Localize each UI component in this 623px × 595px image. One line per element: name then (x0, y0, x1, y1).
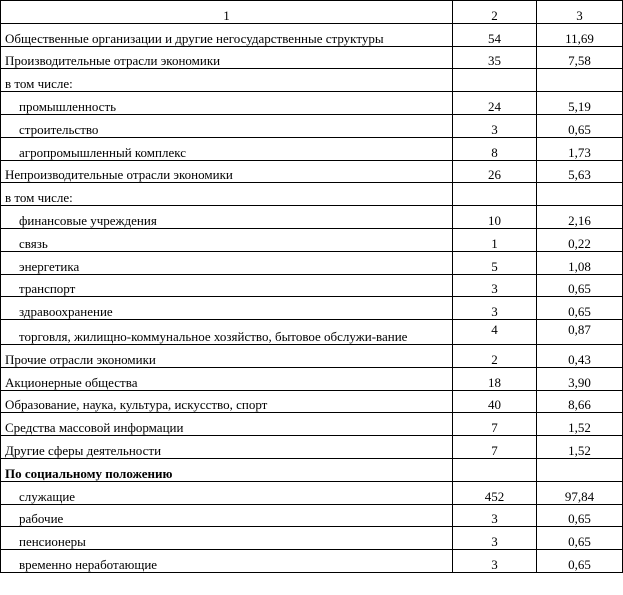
row-count: 40 (453, 390, 537, 413)
row-label: Другие сферы деятельности (1, 436, 453, 459)
section-header-row (1, 458, 623, 481)
table-row (1, 228, 623, 251)
row-label: здравоохранение (1, 297, 453, 320)
row-label: рабочие (1, 504, 453, 527)
row-count: 10 (453, 206, 537, 229)
row-label: Акционерные общества (1, 367, 453, 390)
row-label: агропромышленный комплекс (1, 137, 453, 160)
table-row (1, 390, 623, 413)
row-percent: 0,87 (537, 320, 623, 345)
row-count: 3 (453, 274, 537, 297)
row-count: 26 (453, 160, 537, 183)
table-row (1, 504, 623, 527)
row-percent: 1,08 (537, 251, 623, 274)
row-label: строительство (1, 114, 453, 137)
row-label: служащие (1, 481, 453, 504)
table-row (1, 320, 623, 345)
row-count (453, 458, 537, 481)
table-row (1, 413, 623, 436)
row-percent (537, 458, 623, 481)
row-count (453, 183, 537, 206)
row-label: энергетика (1, 251, 453, 274)
row-count: 7 (453, 413, 537, 436)
row-percent (537, 183, 623, 206)
table-row (1, 274, 623, 297)
row-count: 7 (453, 436, 537, 459)
row-count: 3 (453, 504, 537, 527)
row-label: Прочие отрасли экономики (1, 344, 453, 367)
row-count: 3 (453, 114, 537, 137)
table-row (1, 69, 623, 92)
row-percent (537, 69, 623, 92)
row-percent: 11,69 (537, 23, 623, 46)
row-percent: 2,16 (537, 206, 623, 229)
row-count: 4 (453, 320, 537, 345)
row-count: 18 (453, 367, 537, 390)
row-count: 35 (453, 46, 537, 69)
row-percent: 1,52 (537, 413, 623, 436)
row-count: 8 (453, 137, 537, 160)
table-row (1, 297, 623, 320)
row-percent: 8,66 (537, 390, 623, 413)
column-header-1: 1 (1, 1, 453, 24)
table-row (1, 114, 623, 137)
header-row (1, 1, 623, 24)
row-label: в том числе: (1, 183, 453, 206)
row-label: Непроизводительные отрасли экономики (1, 160, 453, 183)
row-percent: 0,65 (537, 550, 623, 573)
row-count: 3 (453, 550, 537, 573)
row-percent: 7,58 (537, 46, 623, 69)
row-percent: 5,19 (537, 92, 623, 115)
row-count: 24 (453, 92, 537, 115)
table-row (1, 92, 623, 115)
row-label: финансовые учреждения (1, 206, 453, 229)
row-count: 5 (453, 251, 537, 274)
table-row (1, 206, 623, 229)
table-row (1, 251, 623, 274)
row-percent: 1,52 (537, 436, 623, 459)
row-percent: 0,65 (537, 114, 623, 137)
table-row (1, 160, 623, 183)
row-percent: 0,65 (537, 274, 623, 297)
row-count: 2 (453, 344, 537, 367)
row-count: 3 (453, 297, 537, 320)
row-percent: 1,73 (537, 137, 623, 160)
row-percent: 0,22 (537, 228, 623, 251)
row-count: 452 (453, 481, 537, 504)
row-count: 54 (453, 23, 537, 46)
row-label: Образование, наука, культура, искусство, спорт (1, 390, 453, 413)
row-percent: 97,84 (537, 481, 623, 504)
row-label: Производительные отрасли экономики (1, 46, 453, 69)
row-label: временно неработающие (1, 550, 453, 573)
row-count: 1 (453, 228, 537, 251)
row-percent: 0,65 (537, 527, 623, 550)
column-header-2: 2 (453, 1, 537, 24)
table-row (1, 183, 623, 206)
table-row (1, 550, 623, 573)
row-percent: 0,43 (537, 344, 623, 367)
section-heading: По социальному положению (1, 458, 453, 481)
column-header-3: 3 (537, 1, 623, 24)
row-label: Средства массовой информации (1, 413, 453, 436)
row-label: связь (1, 228, 453, 251)
row-label: торговля, жилищно-коммунальное хозяйство, бытовое обслужи-вание (1, 320, 453, 345)
row-count: 3 (453, 527, 537, 550)
table-row (1, 367, 623, 390)
table-row (1, 46, 623, 69)
row-label: пенсионеры (1, 527, 453, 550)
row-count (453, 69, 537, 92)
table-row (1, 344, 623, 367)
row-label: в том числе: (1, 69, 453, 92)
row-label: промышленность (1, 92, 453, 115)
row-percent: 0,65 (537, 504, 623, 527)
table-row (1, 137, 623, 160)
row-percent: 3,90 (537, 367, 623, 390)
table-row (1, 23, 623, 46)
row-percent: 0,65 (537, 297, 623, 320)
row-label: Общественные организации и другие негосударственные структуры (1, 23, 453, 46)
row-percent: 5,63 (537, 160, 623, 183)
table-row (1, 436, 623, 459)
table-row (1, 481, 623, 504)
table-row (1, 527, 623, 550)
row-label: транспорт (1, 274, 453, 297)
